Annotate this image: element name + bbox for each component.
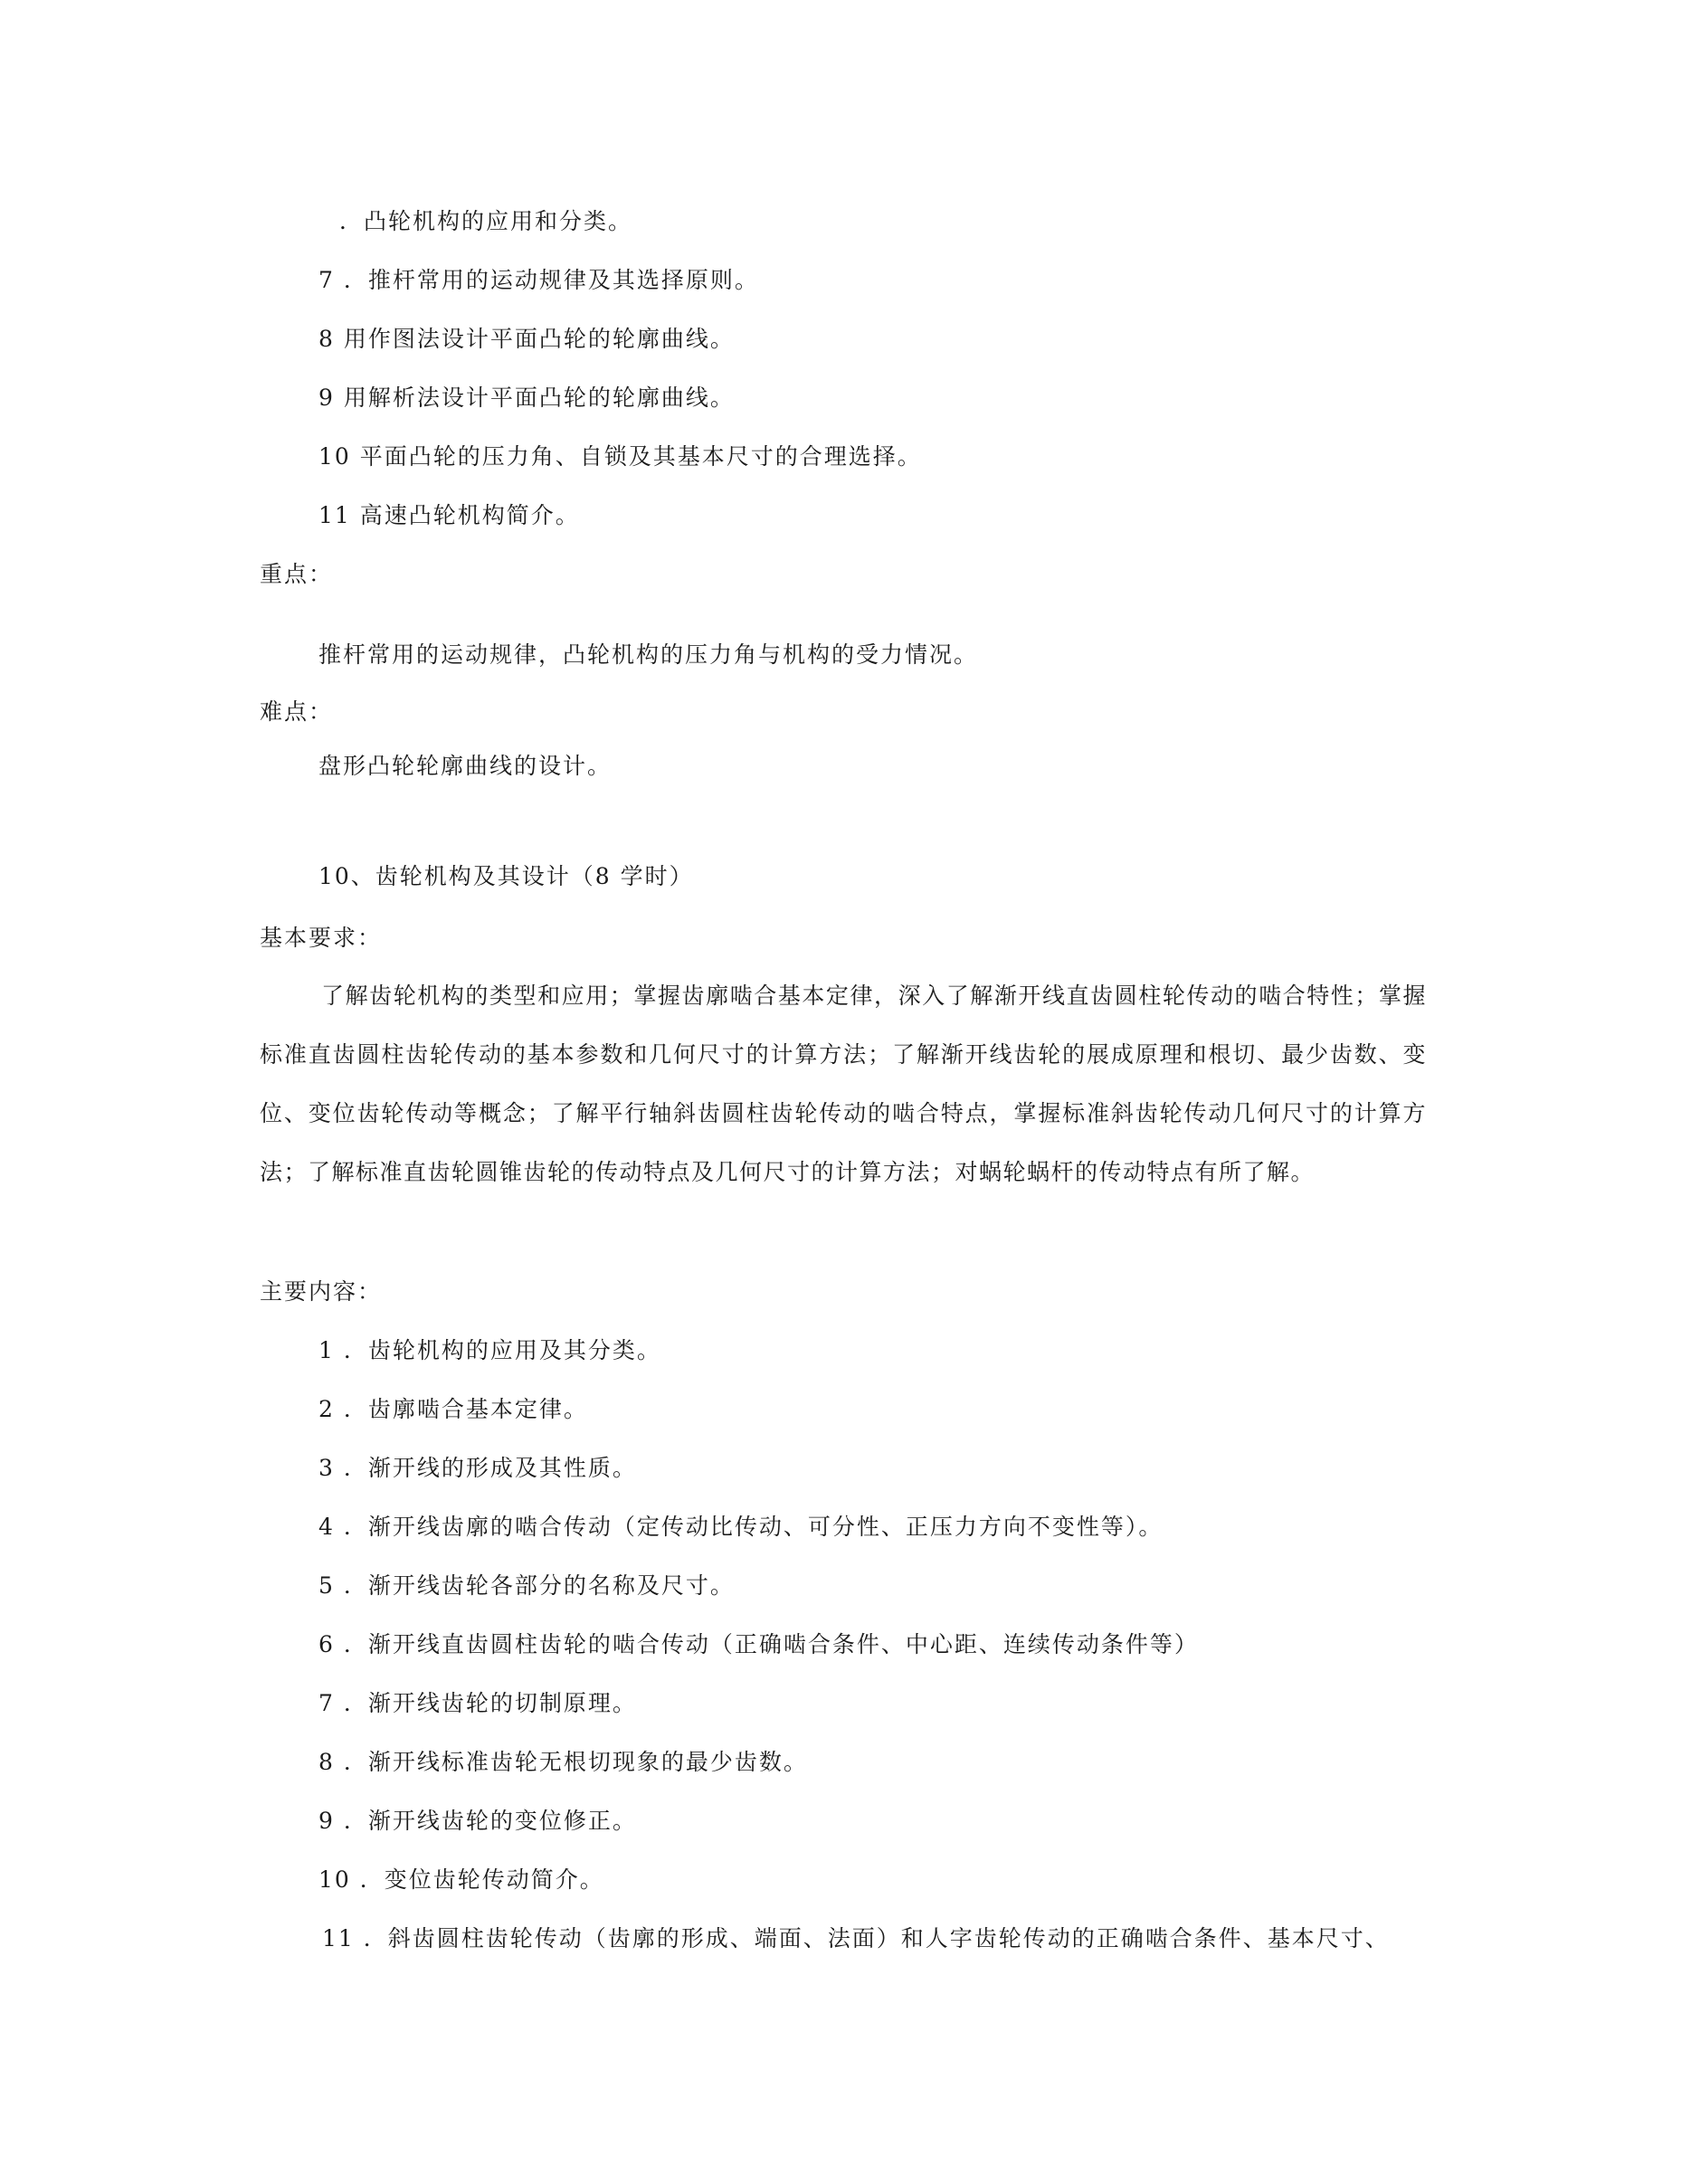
cam-item-10: 10 平面凸轮的压力角、自锁及其基本尺寸的合理选择。 [318, 443, 922, 470]
gear-item-4: 4 ．渐开线齿廓的啮合传动（定传动比传动、可分性、正压力方向不变性等）。 [318, 1514, 1164, 1540]
key-points-label: 重点： [260, 561, 334, 587]
difficulty-label: 难点： [260, 698, 334, 725]
cam-item-9: 9 用解析法设计平面凸轮的轮廓曲线。 [318, 385, 735, 411]
gear-item-3: 3 ．渐开线的形成及其性质。 [318, 1455, 637, 1481]
gear-item-11: 11 ．斜齿圆柱齿轮传动（齿廓的形成、端面、法面）和人字齿轮传动的正确啮合条件、基本尺寸、 [322, 1925, 1390, 1951]
cam-item-8: 8 用作图法设计平面凸轮的轮廓曲线。 [318, 326, 735, 352]
requirements-paragraph: 了解齿轮机构的类型和应用；掌握齿廓啮合基本定律，深入了解渐开线直齿圆柱轮传动的啮合特性；掌握标准直齿圆柱齿轮传动的基本参数和几何尺寸的计算方法；了解渐开线齿轮的展成原理和根切、最少齿数、变位、变位齿轮传动等概念；了解平行轴斜齿圆柱齿轮传动的啮合特点，掌握标准斜齿轮传动几何尺寸的计算方法；了解标准直齿轮圆锥齿轮的传动特点及几何尺寸的计算方法；对蜗轮蜗杆的传动特点有所了解。 [260, 983, 1427, 1185]
cam-item-7: 7 ．推杆常用的运动规律及其选择原则。 [318, 267, 759, 293]
cam-item-11: 11 高速凸轮机构简介。 [318, 502, 580, 528]
gear-item-7: 7 ．渐开线齿轮的切制原理。 [318, 1690, 637, 1716]
requirements-label: 基本要求： [260, 925, 383, 951]
gear-item-8: 8 ．渐开线标准齿轮无根切现象的最少齿数。 [318, 1749, 808, 1775]
gear-item-10: 10 ．变位齿轮传动简介。 [318, 1866, 604, 1893]
gear-item-5: 5 ．渐开线齿轮各部分的名称及尺寸。 [318, 1572, 735, 1599]
section-heading-gears: 10、齿轮机构及其设计（8 学时） [318, 863, 694, 889]
contents-label: 主要内容： [260, 1278, 383, 1305]
key-points-text: 推杆常用的运动规律，凸轮机构的压力角与机构的受力情况。 [318, 641, 979, 668]
gear-item-6: 6 ．渐开线直齿圆柱齿轮的啮合传动（正确啮合条件、中心距、连续传动条件等） [318, 1631, 1199, 1657]
difficulty-text: 盘形凸轮轮廓曲线的设计。 [318, 753, 613, 779]
gear-item-9: 9 ．渐开线齿轮的变位修正。 [318, 1808, 637, 1834]
gear-item-1: 1 ．齿轮机构的应用及其分类。 [318, 1337, 661, 1363]
gear-item-2: 2 ．齿廓啮合基本定律。 [318, 1396, 588, 1422]
cam-item-6: ．凸轮机构的应用和分类。 [339, 208, 633, 234]
